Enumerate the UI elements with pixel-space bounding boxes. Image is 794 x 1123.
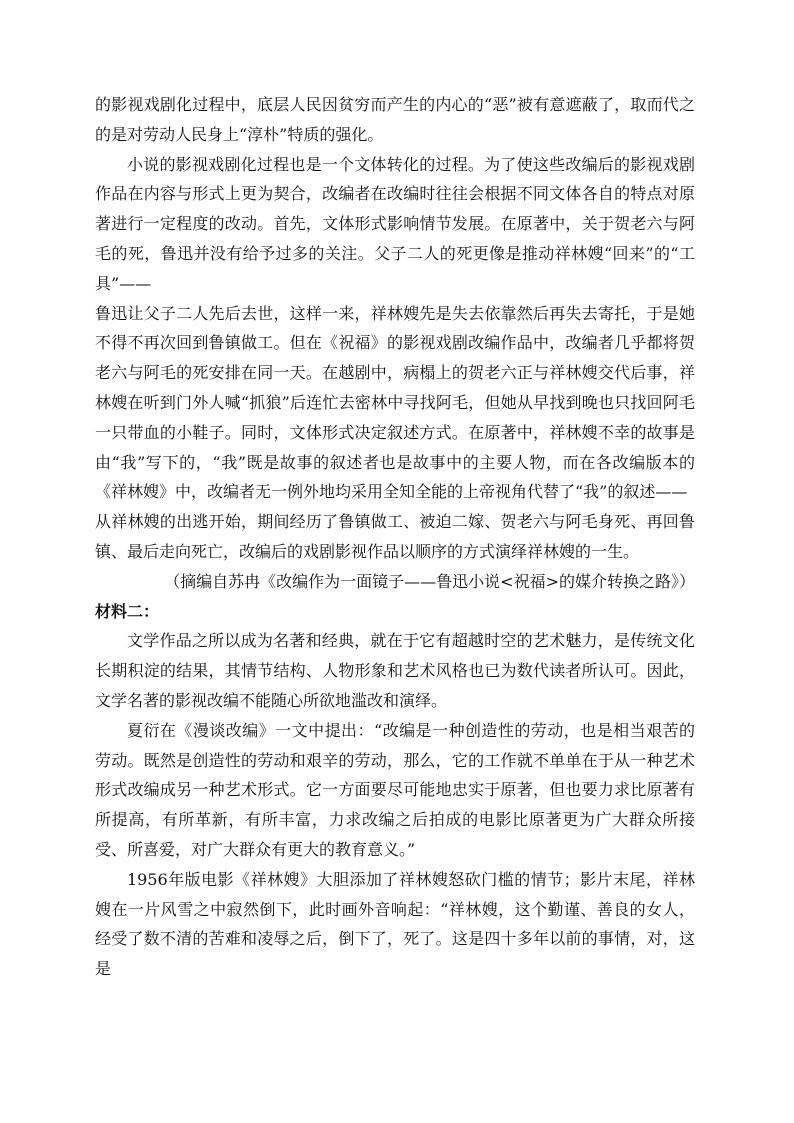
document-page: [95, 90, 695, 984]
paragraph-1: 的影视戏剧化过程中，底层人民因贫穷而产生的内心的“恶”被有意遮蔽了，取而代之的是对劳动人民身上“淳朴”特质的强化。: [95, 95, 695, 144]
paragraph-7: 1956年版电影《祥林嫂》大胆添加了祥林嫂怒砍门槛的情节；影片末尾，祥林嫂在一片风雪之中寂然倒下，此时画外音响起：“祥林嫂，这个勤谨、善良的女人，经受了数不清的苦难和凌辱之后，倒下了，死了。这是四十多年以前的事情，对，这是: [95, 869, 695, 979]
paragraph-3: 鲁迅让父子二人先后去世，这样一来，祥林嫂先是失去依靠然后再失去寄托，于是她不得不再次回到鲁镇做工。但在《祝福》的影视戏剧改编作品中，改编者几乎都将贺老六与阿毛的死安排在同一天。在越剧中，病榻上的贺老六正与祥林嫂交代后事，祥林嫂在听到门外人喊“抓狼”后连忙去密林中寻找阿毛，但她从早找到晚也只找回阿毛一只带血的小鞋子。同时，文体形式决定叙述方式。在原著中，祥林嫂不幸的故事是由“我”写下的，“我”既是故事的叙述者也是故事中的主要人物，而在各改编版本的《祥林嫂》中，改编者无一例外地均采用全知全能的上帝视角代替了“我”的叙述——: [95, 303, 695, 502]
source-citation: （摘编自苏冉《改编作为一面镜子——鲁迅小说<祝福>的媒介转换之路》）: [164, 571, 695, 591]
section-heading-material-2: 材料二：: [95, 601, 160, 621]
paragraph-4: 从祥林嫂的出逃开始，期间经历了鲁镇做工、被迫二嫁、贺老六与阿毛身死、再回鲁镇、最后走向死亡，改编后的戏剧影视作品以顺序的方式演绎祥林嫂的一生。: [95, 512, 695, 561]
paragraph-2: 小说的影视戏剧化过程也是一个文体转化的过程。为了使这些改编后的影视戏剧作品在内容与形式上更为契合，改编者在改编时往往会根据不同文体各自的特点对原著进行一定程度的改动。首先，文体形式影响情节发展。在原著中，关于贺老六与阿毛的死，鲁迅并没有给予过多的关注。父子二人的死更像是推动祥林嫂“回来”的“工具”——: [95, 154, 695, 293]
paragraph-6: 夏衍在《漫谈改编》一文中提出：“改编是一种创造性的劳动，也是相当艰苦的劳动。既然是创造性的劳动和艰辛的劳动，那么，它的工作就不单单在于从一种艺术形式改编成另一种艺术形式。它一方面要尽可能地忠实于原著，但也要力求比原著有所提高，有所革新，有所丰富，力求改编之后拍成的电影比原著更为广大群众所接受、所喜爱，对广大群众有更大的教育意义。”: [95, 720, 695, 859]
paragraph-5: 文学作品之所以成为名著和经典，就在于它有超越时空的艺术魅力，是传统文化长期积淀的结果，其情节结构、人物形象和艺术风格也已为数代读者所认可。因此，文学名著的影视改编不能随心所欲地滥改和演绎。: [95, 631, 695, 710]
